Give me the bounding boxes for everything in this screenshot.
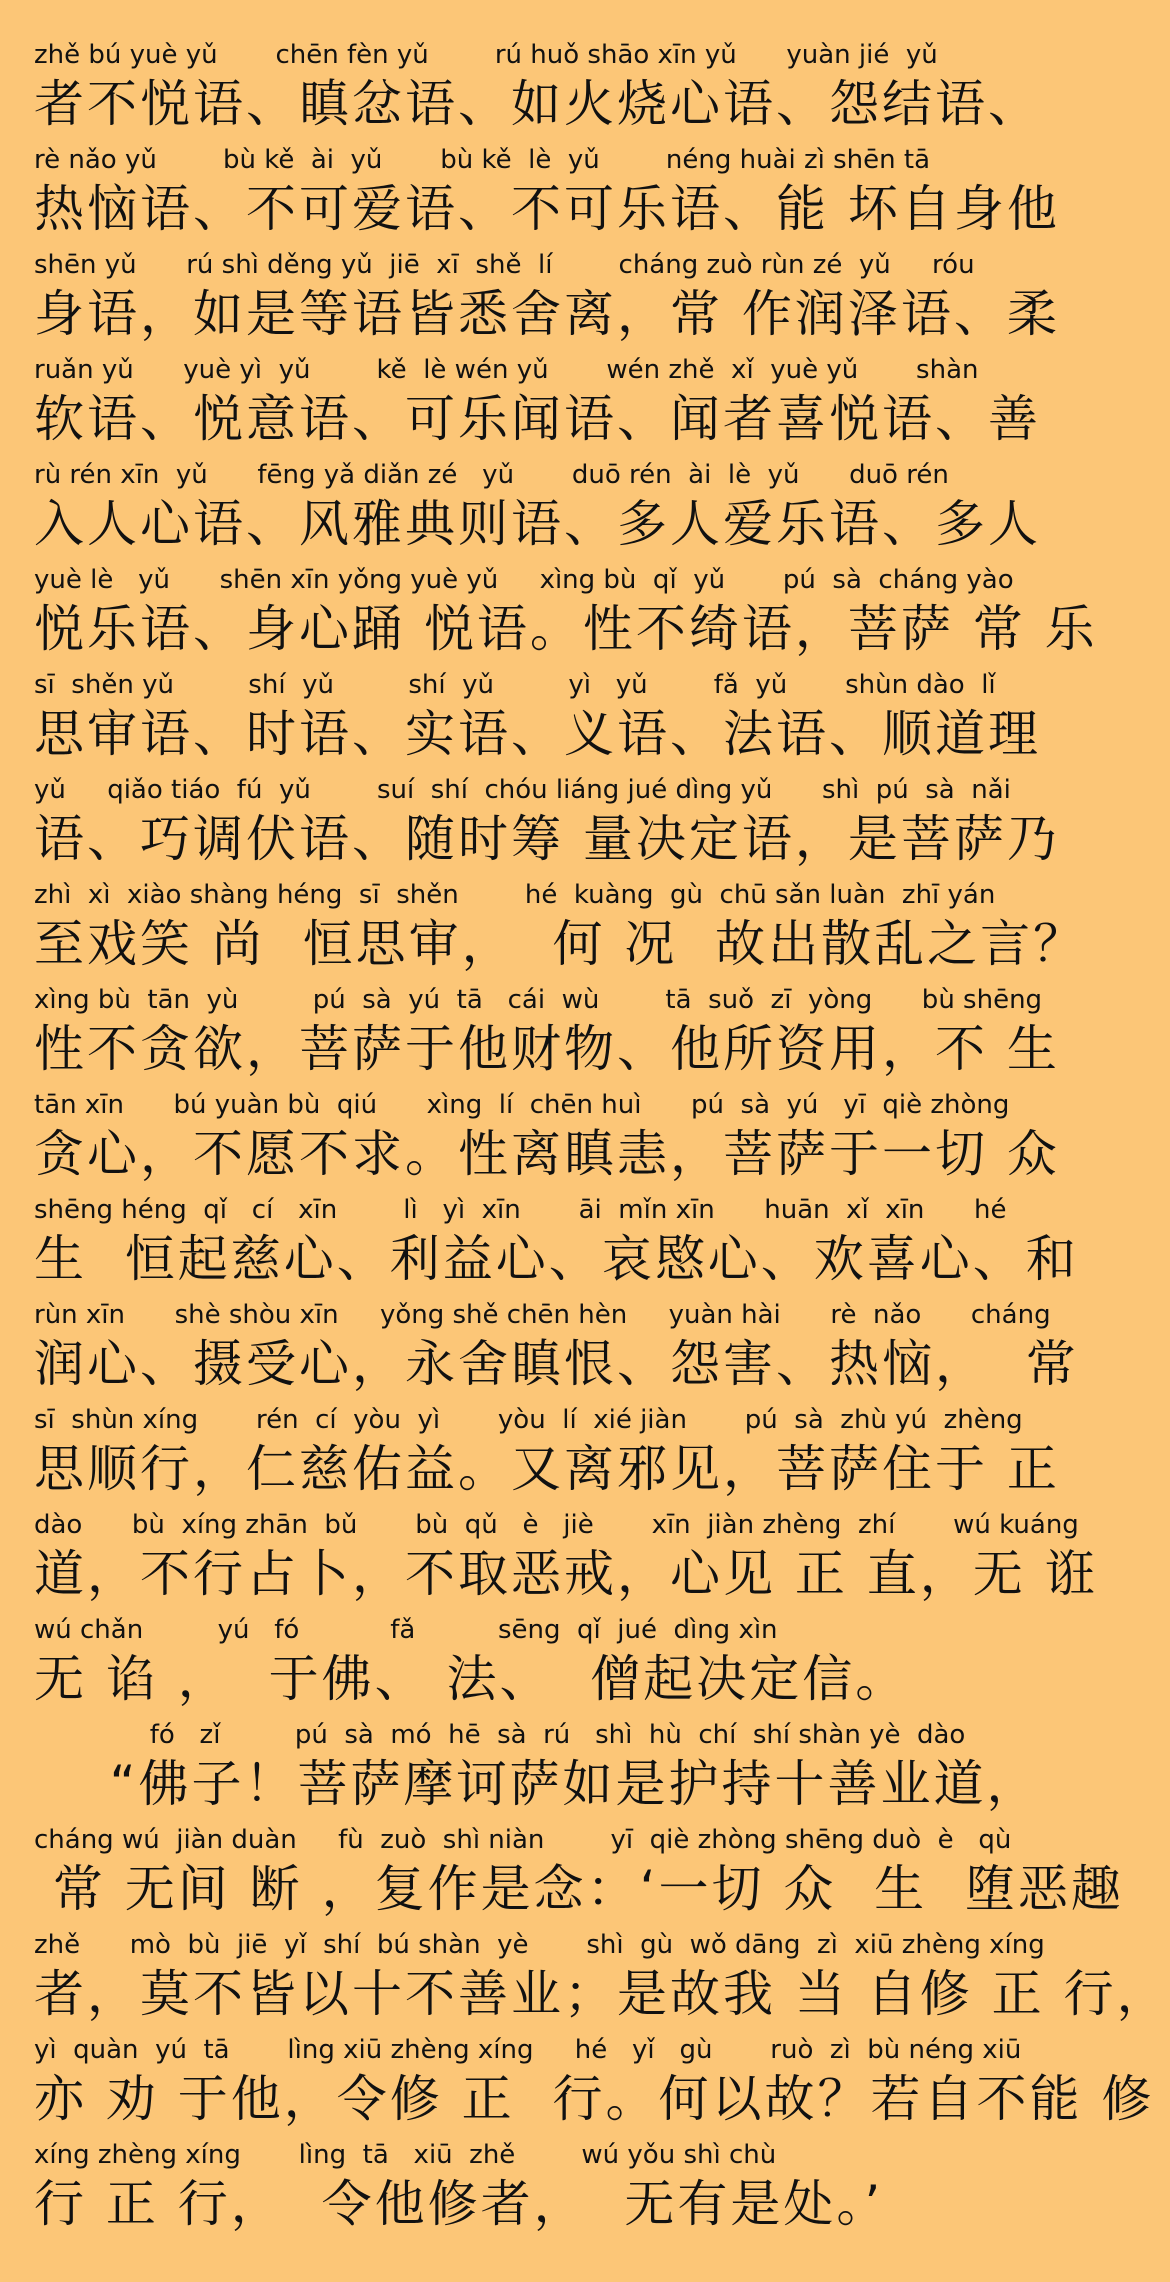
pinyin-line: rù rén xīn yǔ fēng yǎ diǎn zé yǔ duō rén ài lè yǔ duō rén <box>34 460 949 490</box>
chinese-line: 热恼语、不可爱语、不可乐语、能 坏自身他 <box>34 180 1060 238</box>
pinyin-line: ruǎn yǔ yuè yì yǔ kě lè wén yǔ wén zhě xǐ yuè yǔ shàn <box>34 355 979 385</box>
text-line <box>34 561 1098 666</box>
text-line <box>34 1191 1079 1296</box>
text-line <box>34 981 1060 1086</box>
text-line <box>34 141 1060 246</box>
text-line <box>34 1506 1098 1611</box>
pinyin-line: zhě mò bù jiē yǐ shí bú shàn yè shì gù wǒ dāng zì xiū zhèng xíng <box>34 1930 1045 1960</box>
text-line <box>34 456 1050 561</box>
chinese-line: 无 谄 ， 于佛、 法、 僧起决定信。 <box>34 1650 909 1708</box>
chinese-line: 语、巧调伏语、随时筹 量决定语，是菩萨乃 <box>34 810 1060 868</box>
pinyin-line: sī shěn yǔ shí yǔ shí yǔ yì yǔ fǎ yǔ shùn dào lǐ <box>34 670 996 700</box>
text-line <box>34 1401 1060 1506</box>
text-line <box>34 876 1087 981</box>
text-line <box>34 666 1050 771</box>
chinese-line: 贪心，不愿不求。性离瞋恚，菩萨于一切 众 <box>34 1125 1060 1183</box>
text-line <box>34 1716 1050 1821</box>
chinese-line: 生 恒起慈心、利益心、哀愍心、欢喜心、和 <box>34 1230 1079 1288</box>
pinyin-line: rùn xīn shè shòu xīn yǒng shě chēn hèn yuàn hài rè nǎo cháng <box>34 1300 1051 1330</box>
chinese-line: 入人心语、风雅典则语、多人爱乐语、多人 <box>34 495 1041 553</box>
pinyin-line: zhě bú yuè yǔ chēn fèn yǔ rú huǒ shāo xīn yǔ yuàn jié yǔ <box>34 40 938 70</box>
text-line <box>34 2136 1050 2241</box>
chinese-line: 润心、摄受心，永舍瞋恨、怨害、热恼， 常 <box>34 1335 1079 1393</box>
chinese-line: 悦乐语、身心踊 悦语。性不绮语，菩萨 常 乐 <box>34 600 1098 658</box>
pinyin-line: shēng héng qǐ cí xīn lì yì xīn āi mǐn xīn huān xǐ xīn hé <box>34 1195 1007 1225</box>
chinese-line: 道，不行占卜，不取恶戒，心见 正 直，无 诳 <box>34 1545 1098 1603</box>
chinese-line: 至戏笑 尚 恒思审， 何 况 故出散乱之言？ <box>34 915 1087 973</box>
pinyin-line: fó zǐ pú sà mó hē sà rú shì hù chí shí shàn yè dào <box>34 1720 966 1750</box>
pinyin-line: zhì xì xiào shàng héng sī shěn hé kuàng gù chū sǎn luàn zhī yán <box>34 880 996 910</box>
pinyin-line: rè nǎo yǔ bù kě ài yǔ bù kě lè yǔ néng huài zì shēn tā <box>34 145 931 175</box>
text-line <box>34 36 1050 141</box>
text-line <box>34 1086 1060 1191</box>
text-line <box>34 351 1050 456</box>
text-line <box>34 1926 1170 2031</box>
pinyin-line: xíng zhèng xíng lìng tā xiū zhě wú yǒu shì chù <box>34 2140 777 2170</box>
pinyin-line: yì quàn yú tā lìng xiū zhèng xíng hé yǐ gù ruò zì bù néng xiū <box>34 2035 1022 2065</box>
pinyin-line: sī shùn xíng rén cí yòu yì yòu lí xié jiàn pú sà zhù yú zhèng <box>34 1405 1023 1435</box>
text-line <box>34 771 1060 876</box>
chinese-line: 性不贪欲，菩萨于他财物、他所资用，不 生 <box>34 1020 1060 1078</box>
chinese-line: 思审语、时语、实语、义语、法语、顺道理 <box>34 705 1041 763</box>
chinese-line: 身语，如是等语皆悉舍离，常 作润泽语、柔 <box>34 285 1060 343</box>
text-line <box>34 246 1060 351</box>
pinyin-line: dào bù xíng zhān bǔ bù qǔ è jiè xīn jiàn zhèng zhí wú kuáng <box>34 1510 1079 1540</box>
text-line <box>34 1611 1050 1716</box>
chinese-line: 常 无间 断 ，复作是念：‘一切 众 生 堕恶趣 <box>34 1860 1124 1918</box>
pinyin-line: cháng wú jiàn duàn fù zuò shì niàn yī qiè zhòng shēng duò è qù <box>34 1825 1012 1855</box>
chinese-line: 者，莫不皆以十不善业；是故我 当 自修 正 行， <box>34 1965 1170 2023</box>
pinyin-line: wú chǎn yú fó fǎ sēng qǐ jué dìng xìn <box>34 1615 778 1645</box>
text-line <box>34 1821 1124 1926</box>
chinese-line: 亦 劝 于他，令修 正 行。何以故？若自不能 修 <box>34 2070 1155 2128</box>
pinyin-line: tān xīn bú yuàn bù qiú xìng lí chēn huì pú sà yú yī qiè zhòng <box>34 1090 1010 1120</box>
chinese-line: 思顺行，仁慈佑益。又离邪见，菩萨住于 正 <box>34 1440 1060 1498</box>
pinyin-line: xìng bù tān yù pú sà yú tā cái wù tā suǒ zī yòng bù shēng <box>34 985 1043 1015</box>
chinese-line: 软语、悦意语、可乐闻语、闻者喜悦语、善 <box>34 390 1041 448</box>
text-line <box>34 1296 1079 1401</box>
chinese-line: “佛子！菩萨摩诃萨如是护持十善业道， <box>34 1755 1040 1813</box>
pinyin-line: yuè lè yǔ shēn xīn yǒng yuè yǔ xìng bù qǐ yǔ pú sà cháng yào <box>34 565 1014 595</box>
pinyin-line: yǔ qiǎo tiáo fú yǔ suí shí chóu liáng jué dìng yǔ shì pú sà nǎi <box>34 775 1011 805</box>
chinese-line: 行 正 行， 令他修者， 无有是处。’ <box>34 2175 884 2233</box>
chinese-line: 者不悦语、瞋忿语、如火烧心语、怨结语、 <box>34 75 1041 133</box>
text-line <box>34 2031 1155 2136</box>
pinyin-line: shēn yǔ rú shì děng yǔ jiē xī shě lí cháng zuò rùn zé yǔ róu <box>34 250 975 280</box>
